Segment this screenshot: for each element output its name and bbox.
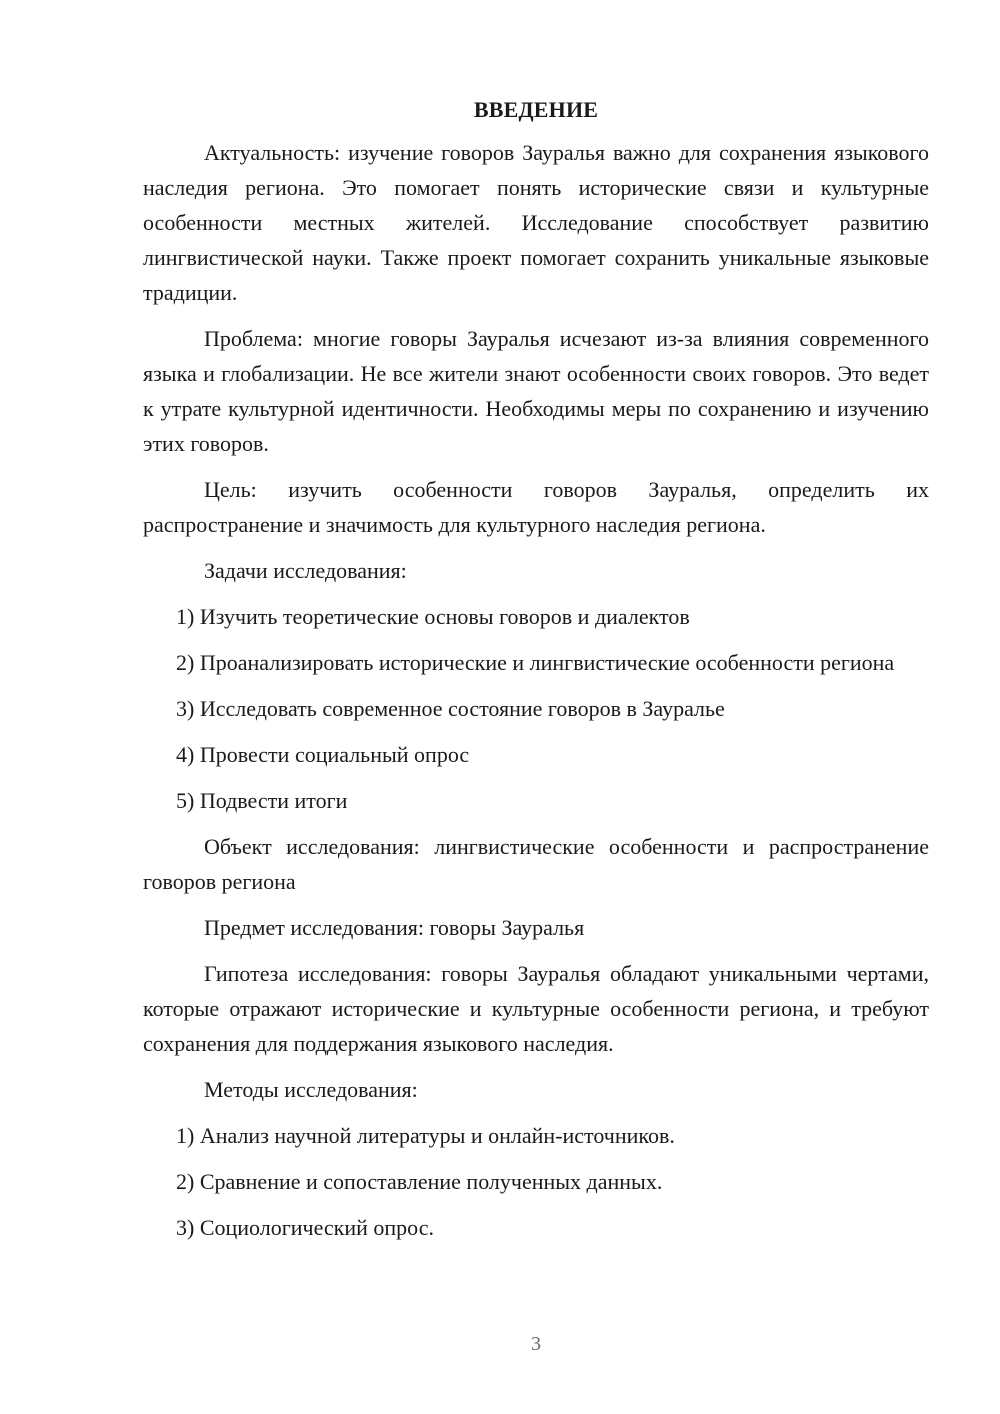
- hypothesis-paragraph: Гипотеза исследования: говоры Зауралья обладают уникальными чертами, которые отражают исторические и культурные особенности региона, и требуют сохранения для поддержания языкового наследия.: [143, 961, 929, 1056]
- problem-paragraph: Проблема: многие говоры Зауралья исчезают из-за влияния современного языка и глобализации. Не все жители знают особенности своих говоров. Это ведет к утрате культурной идентичности. Необходимы меры по сохранению и изучению этих говоров.: [143, 326, 929, 456]
- task-item-5: 5) Подвести итоги: [176, 788, 348, 813]
- object-paragraph: Объект исследования: лингвистические особенности и распространение говоров региона: [143, 834, 929, 894]
- method-item-2: 2) Сравнение и сопоставление полученных данных.: [176, 1169, 663, 1194]
- task-item-4: 4) Провести социальный опрос: [176, 742, 470, 767]
- document-page: [143, 95, 929, 1256]
- tasks-heading: Задачи исследования:: [204, 558, 407, 583]
- task-item-1: 1) Изучить теоретические основы говоров и диалектов: [176, 604, 690, 629]
- method-item-1: 1) Анализ научной литературы и онлайн-источников.: [176, 1123, 675, 1148]
- section-title: ВВЕДЕНИЕ: [473, 97, 599, 122]
- method-item-3: 3) Социологический опрос.: [176, 1215, 434, 1240]
- relevance-paragraph: Актуальность: изучение говоров Зауралья важно для сохранения языкового наследия региона. Это помогает понять исторические связи и культурные особенности местных жителей. Исследование способствует развитию лингвистической науки. Также проект помогает сохранить уникальные языковые традиции.: [143, 140, 929, 305]
- page-number: 3: [531, 1333, 541, 1355]
- methods-heading: Методы исследования:: [204, 1077, 418, 1102]
- goal-paragraph: Цель: изучить особенности говоров Зауралья, определить их распространение и значимость для культурного наследия региона.: [143, 477, 929, 537]
- subject-paragraph: Предмет исследования: говоры Зауралья: [204, 915, 585, 940]
- task-item-3: 3) Исследовать современное состояние говоров в Зауралье: [176, 696, 725, 721]
- task-item-2: 2) Проанализировать исторические и лингвистические особенности региона: [176, 650, 895, 675]
